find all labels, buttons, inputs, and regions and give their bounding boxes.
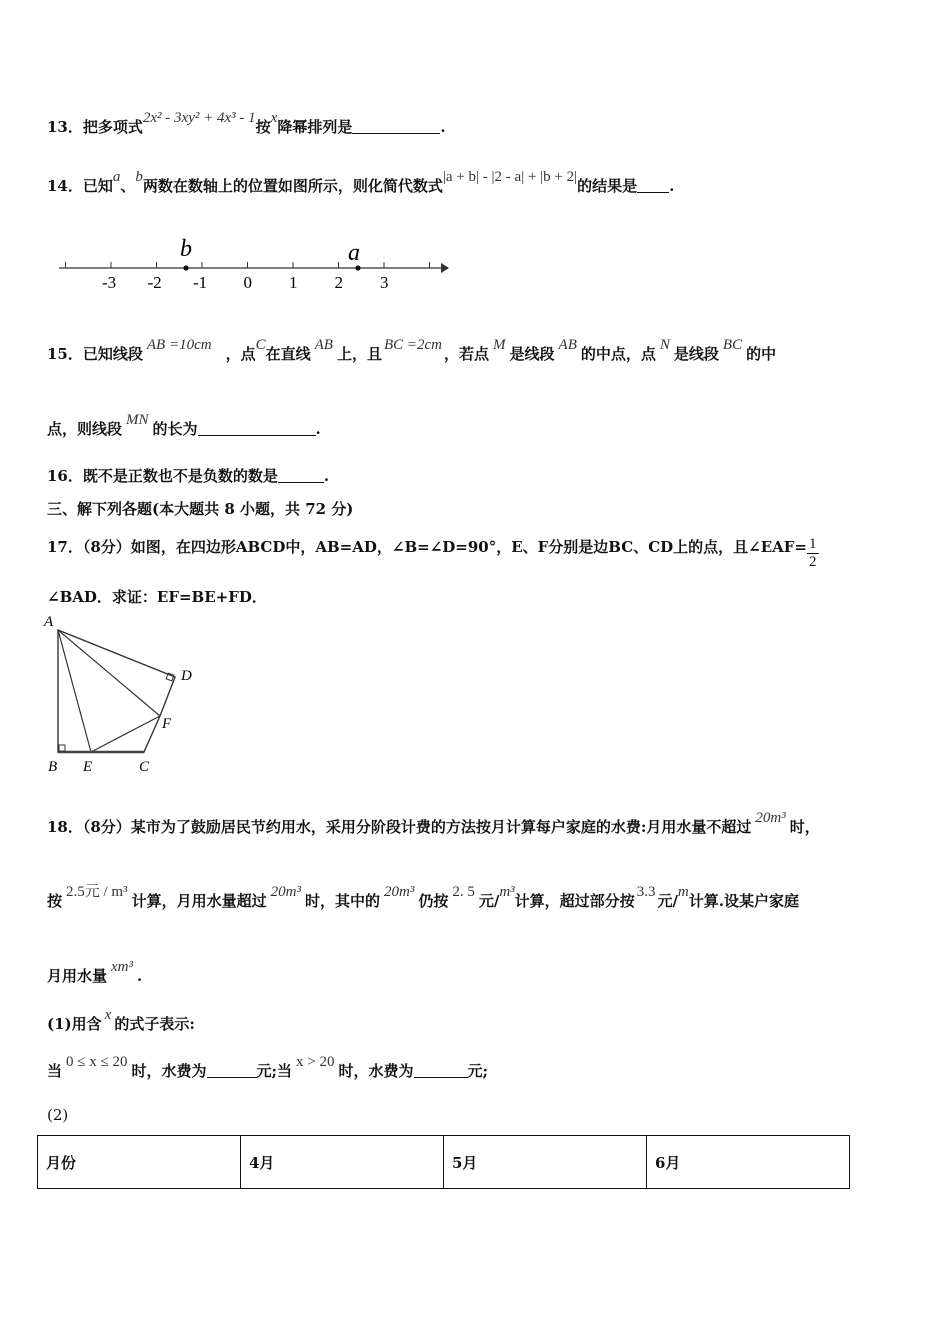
q18-text1b: 时， (789, 818, 820, 836)
q18-p2-text4: 时，水费为 (338, 1062, 414, 1080)
table-header-cell: 6月 (647, 1136, 850, 1189)
q15-expr1: AB =10cm (146, 337, 212, 353)
right-angle-b (59, 745, 65, 751)
q13-text3: 降幂排列是 (277, 118, 353, 136)
q18-p2-range1: 0 ≤ x ≤ 20 (66, 1054, 128, 1070)
number-line-figure (55, 230, 455, 300)
q18-math2: 2.5元 / m³ (66, 884, 128, 900)
q14-answer-blank[interactable] (637, 178, 669, 193)
quadrilateral-figure (40, 612, 210, 777)
question-13 (47, 110, 446, 137)
question-16 (47, 465, 329, 486)
q13-var: x (270, 110, 278, 126)
q18-text2c: 时，其中的 (304, 892, 380, 910)
q15-expr5: M (493, 337, 506, 353)
question-18-part1 (47, 1007, 195, 1034)
section-3-heading: 三、解下列各题(本大题共 8 小题，共 72 分) (47, 500, 354, 518)
q17-fraction (807, 536, 819, 571)
q15-line2-text2: 的长为 (152, 420, 198, 438)
q14-sep: 、 (120, 177, 136, 195)
q14-text: 已知 (82, 177, 113, 195)
number-line-tick-label: 1 (289, 273, 298, 292)
q18-text2h: 计算.设某户家庭 (688, 892, 799, 910)
q18-number: 18． (47, 818, 83, 836)
table-row (38, 1136, 850, 1189)
q15-expr6: AB (558, 337, 577, 353)
q18-part1-var: x (104, 1007, 112, 1023)
q18-math7: 3.3 (636, 884, 656, 900)
q14-number: 14． (47, 177, 83, 195)
q18-math9: xm³ (111, 959, 134, 975)
segment-af (58, 630, 160, 716)
question-18 (47, 810, 820, 837)
label-f: F (162, 716, 172, 732)
q14-text3: 的结果是 (577, 177, 638, 195)
q15-text1: 已知线段 (82, 345, 143, 363)
q15-end: . (315, 420, 321, 438)
question-17 (47, 536, 819, 571)
q18-text2b: 计算，月用水量超过 (131, 892, 267, 910)
q15-answer-blank[interactable] (198, 421, 316, 436)
point-b-label: b (180, 236, 192, 262)
q18-text2a: 按 (47, 892, 63, 910)
q17-frac-num: 1 (809, 536, 817, 552)
q14-end: . (669, 177, 675, 195)
question-18-line2 (47, 884, 799, 911)
quadrilateral-abcd (58, 630, 175, 752)
q18-blank-2[interactable] (414, 1063, 468, 1078)
q15-text2: ，点 (225, 345, 256, 363)
question-18-line3 (47, 959, 143, 986)
q15-expr2: C (255, 337, 266, 353)
q15-text6: 是线段 (509, 345, 555, 363)
question-15 (47, 337, 777, 364)
q18-p2-range2: x > 20 (296, 1054, 335, 1070)
q14-expression: |a + b| - |2 - a| + |b + 2| (442, 169, 578, 185)
label-a: A (44, 614, 54, 630)
q15-text3: 在直线 (265, 345, 311, 363)
q16-text: 既不是正数也不是负数的数是 (82, 467, 278, 485)
label-c: C (139, 759, 150, 775)
q18-part1-text2: 的式子表示: (114, 1015, 195, 1033)
q18-math1: 20m³ (755, 810, 786, 826)
question-17-line2: ∠BAD．求证：EF=BE+FD． (47, 588, 267, 606)
q18-math4: 20m³ (383, 884, 415, 900)
segment-ae (58, 630, 91, 752)
q18-math3: 20m³ (270, 884, 301, 900)
q15-expr4: BC =2cm (383, 337, 442, 353)
q18-part1-text: (1)用含 (47, 1015, 102, 1033)
q18-text3: 月用水量 (47, 967, 108, 985)
point-a (355, 265, 360, 270)
question-14 (47, 169, 675, 196)
q17-number: 17． (47, 538, 83, 556)
q15-text5: ，若点 (444, 345, 490, 363)
q15-text4: 上，且 (336, 345, 382, 363)
label-d: D (181, 668, 192, 684)
question-18-part2: (2) (47, 1106, 69, 1124)
q18-math5: 2. 5 (452, 884, 475, 900)
table-header-cell: 月份 (38, 1136, 241, 1189)
q18-p2-text5: 元; (467, 1062, 489, 1080)
q18-math8: m (677, 884, 689, 900)
number-line-ticks (66, 262, 430, 292)
number-line-tick-label: -2 (147, 273, 162, 292)
segment-ef (91, 716, 160, 752)
q15-expr9: MN (126, 412, 149, 428)
q16-number: 16． (47, 467, 83, 485)
q15-expr8: BC (722, 337, 743, 353)
q13-end: . (440, 118, 446, 136)
number-line-arrow (441, 263, 449, 273)
q13-polynomial: 2x² - 3xy² + 4x³ - 1 (142, 110, 256, 126)
number-line-tick-label: 3 (380, 273, 389, 292)
q13-text: 把多项式 (82, 118, 143, 136)
q18-text2g: 元/ (657, 892, 678, 910)
q13-text2: 按 (255, 118, 271, 136)
q15-expr7: N (659, 337, 670, 353)
q13-answer-blank[interactable] (352, 119, 440, 134)
q18-text2f: 计算，超过部分按 (514, 892, 635, 910)
point-a-label: a (348, 240, 360, 266)
q18-p2-text: 当 (47, 1062, 63, 1080)
q18-text2d: 仍按 (418, 892, 449, 910)
right-angle-d (166, 673, 174, 681)
q18-text1: （8分）某市为了鼓励居民节约用水，采用分阶段计费的方法按月计算每户家庭的水费:月用水量不超过 (82, 818, 752, 836)
number-line-tick-label: 0 (243, 273, 252, 292)
question-15-line2 (47, 412, 321, 439)
q14-var-b: b (135, 169, 143, 185)
q17-frac-den: 2 (809, 554, 817, 570)
q15-line2-text: 点，则线段 (47, 420, 123, 438)
q18-blank-1[interactable] (207, 1063, 257, 1078)
q14-text2: 两数在数轴上的位置如图所示，则化简代数式 (142, 177, 443, 195)
q14-var-a: a (112, 169, 121, 185)
table-header-cell: 4月 (241, 1136, 444, 1189)
q18-p2-text2: 时，水费为 (131, 1062, 207, 1080)
label-e: E (83, 759, 93, 775)
q17-text: （8分）如图，在四边形ABCD中，AB=AD，∠B=∠D=90°，E、F分别是边BC、CD上的点，且∠EAF= (82, 538, 808, 556)
q18-text2e: 元/ (478, 892, 500, 910)
q15-text9: 的中 (746, 345, 777, 363)
q15-expr3: AB (314, 337, 333, 353)
q15-text8: 是线段 (673, 345, 719, 363)
number-line-tick-label: -1 (193, 273, 208, 292)
q18-math6: m³ (499, 884, 515, 900)
question-18-part1-blanks (47, 1054, 489, 1081)
label-b: B (48, 759, 58, 775)
q16-end: . (323, 467, 330, 485)
point-b (183, 265, 188, 270)
table-header-cell: 5月 (444, 1136, 647, 1189)
number-line-tick-label: 2 (334, 273, 343, 292)
water-usage-table (37, 1135, 850, 1189)
q18-p2-text3: 元;当 (256, 1062, 293, 1080)
q15-text7: 的中点，点 (580, 345, 656, 363)
number-line-tick-label: -3 (102, 273, 117, 292)
q16-answer-blank[interactable] (278, 468, 324, 483)
q13-number: 13． (47, 118, 83, 136)
q18-end3: . (137, 967, 143, 985)
q15-number: 15． (47, 345, 83, 363)
